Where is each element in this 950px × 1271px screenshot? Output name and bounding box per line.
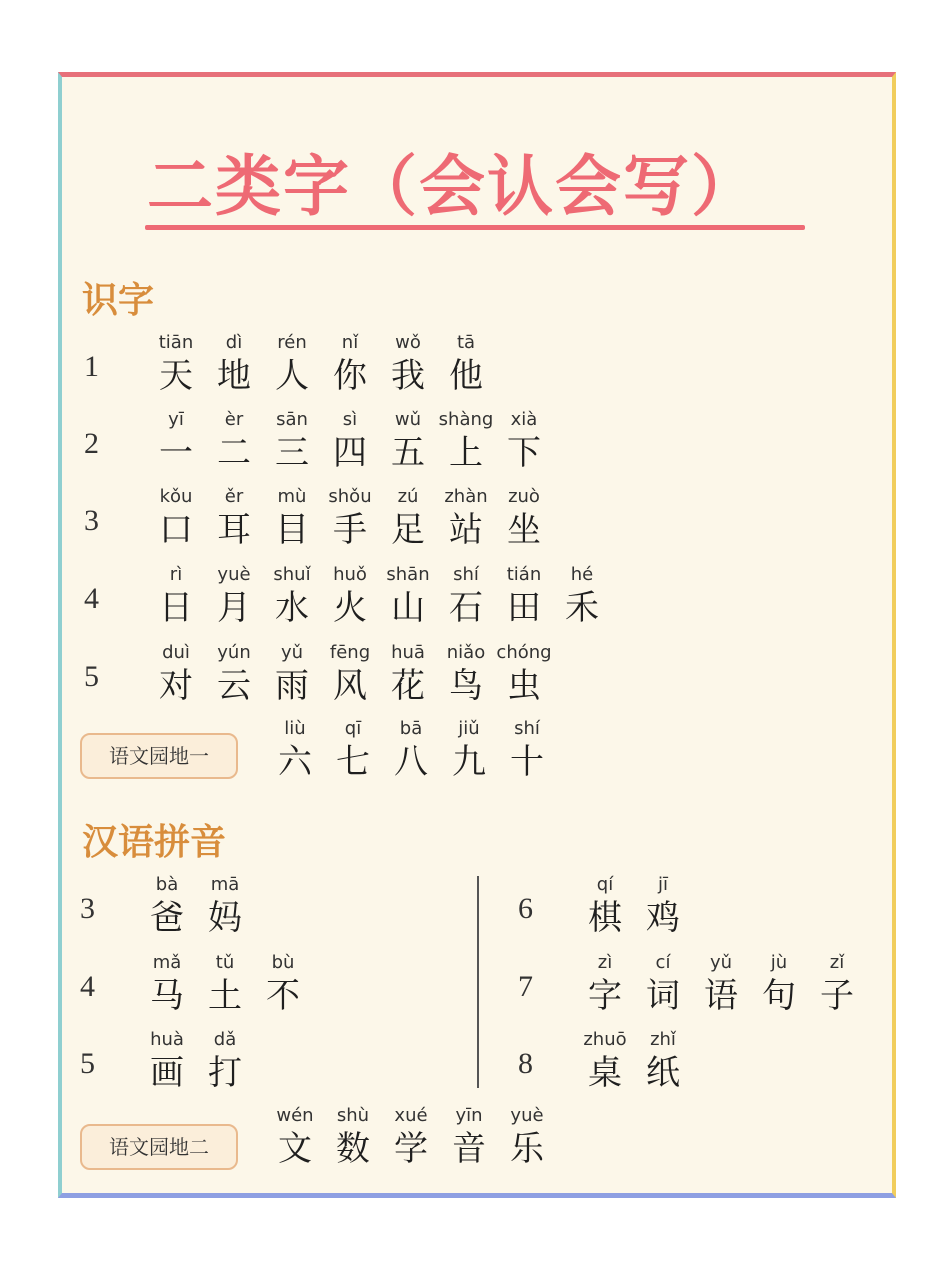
hanzi-character: 桌	[588, 1053, 622, 1093]
char-cell	[263, 484, 321, 550]
hanzi-character: 坐	[507, 510, 541, 550]
hanzi-character: 雨	[275, 666, 309, 706]
pinyin-label: zì	[597, 952, 613, 973]
pinyin-label: cí	[655, 952, 671, 973]
char-cell	[266, 716, 324, 782]
hanzi-character: 我	[391, 356, 425, 396]
pinyin-label: yǔ	[280, 642, 304, 663]
pinyin-label: wǒ	[395, 332, 421, 353]
hanzi-character: 妈	[208, 898, 242, 938]
char-cell	[440, 1103, 498, 1169]
pinyin-label: bù	[271, 952, 295, 973]
char-cell	[147, 484, 205, 550]
pinyin-label: liù	[284, 718, 306, 739]
pinyin-label: hé	[570, 564, 594, 585]
hanzi-character: 二	[217, 433, 251, 473]
pinyin-label: mǎ	[152, 952, 182, 973]
lesson-number: 4	[84, 582, 99, 615]
hanzi-character: 马	[150, 976, 184, 1016]
char-cell	[498, 1103, 556, 1169]
pinyin-label: zǐ	[829, 952, 845, 973]
char-cell	[379, 484, 437, 550]
char-cell	[263, 640, 321, 706]
pinyin-label: jiǔ	[458, 718, 480, 739]
pinyin-label: duì	[162, 642, 190, 663]
char-cell	[576, 872, 634, 938]
garden-badge: 语文园地二	[80, 1124, 238, 1170]
char-cell	[495, 407, 553, 473]
char-cell	[266, 1103, 324, 1169]
char-cell	[138, 872, 196, 938]
lesson-number: 5	[80, 1047, 95, 1080]
char-cell	[321, 330, 379, 396]
lesson-row	[84, 562, 621, 632]
column-divider	[477, 876, 479, 1088]
lesson-number: 2	[84, 427, 99, 460]
pinyin-label: dǎ	[213, 1029, 237, 1050]
pinyin-label: yī	[168, 409, 184, 430]
lesson-row	[84, 407, 563, 477]
hanzi-character: 风	[333, 666, 367, 706]
pinyin-label: yuè	[217, 564, 251, 585]
pinyin-label: zuò	[508, 486, 540, 507]
pinyin-label: mā	[210, 874, 240, 895]
hanzi-character: 鸟	[449, 666, 483, 706]
garden-badge: 语文园地一	[80, 733, 238, 779]
pinyin-label: tǔ	[215, 952, 235, 973]
pinyin-label: sì	[342, 409, 358, 430]
pinyin-label: huǒ	[333, 564, 367, 585]
hanzi-character: 十	[510, 742, 544, 782]
hanzi-character: 虫	[507, 666, 541, 706]
pinyin-label: ěr	[224, 486, 244, 507]
hanzi-character: 一	[159, 433, 193, 473]
pinyin-label: huà	[150, 1029, 184, 1050]
pinyin-label: niǎo	[446, 642, 486, 663]
char-cell	[205, 562, 263, 628]
hanzi-character: 他	[449, 356, 483, 396]
hanzi-character: 耳	[217, 510, 251, 550]
char-cell	[196, 872, 254, 938]
char-cell	[321, 562, 379, 628]
pinyin-label: yún	[217, 642, 251, 663]
pinyin-label: rì	[169, 564, 183, 585]
char-cell	[205, 407, 263, 473]
char-cell	[138, 950, 196, 1016]
char-cell	[324, 1103, 382, 1169]
hanzi-character: 日	[159, 588, 193, 628]
lesson-number: 1	[84, 350, 99, 383]
pinyin-label: shuǐ	[273, 564, 311, 585]
hanzi-character: 石	[449, 588, 483, 628]
pinyin-label: yuè	[510, 1105, 544, 1126]
hanzi-character: 画	[150, 1053, 184, 1093]
char-cell	[495, 484, 553, 550]
pinyin-label: shǒu	[328, 486, 372, 507]
char-cell	[321, 640, 379, 706]
hanzi-character: 月	[217, 588, 251, 628]
char-cell	[437, 330, 495, 396]
char-cell	[263, 330, 321, 396]
hanzi-character: 九	[452, 742, 486, 782]
pinyin-label: jī	[657, 874, 668, 895]
lesson-row	[84, 640, 563, 710]
pinyin-label: kǒu	[159, 486, 193, 507]
char-cell	[692, 950, 750, 1016]
hanzi-character: 五	[391, 433, 425, 473]
pinyin-label: nǐ	[341, 332, 359, 353]
hanzi-character: 口	[159, 510, 193, 550]
hanzi-character: 站	[449, 510, 483, 550]
lesson-number: 5	[84, 660, 99, 693]
char-cell	[196, 1027, 254, 1093]
char-cell	[437, 562, 495, 628]
lesson-number: 8	[518, 1047, 533, 1080]
lesson-number: 3	[80, 892, 95, 925]
hanzi-character: 打	[208, 1053, 242, 1093]
hanzi-character: 地	[217, 356, 251, 396]
pinyin-label: rén	[277, 332, 307, 353]
char-cell	[321, 484, 379, 550]
char-cell	[634, 872, 692, 938]
lesson-row	[84, 716, 566, 786]
pinyin-label: xué	[394, 1105, 428, 1126]
pinyin-label: bà	[155, 874, 179, 895]
pinyin-label: wén	[276, 1105, 314, 1126]
pinyin-label: tā	[456, 332, 476, 353]
lesson-number: 7	[518, 970, 533, 1003]
lesson-row	[518, 950, 876, 1020]
hanzi-character: 足	[391, 510, 425, 550]
hanzi-character: 天	[159, 356, 193, 396]
char-cell	[147, 640, 205, 706]
hanzi-character: 词	[646, 976, 680, 1016]
char-cell	[205, 484, 263, 550]
pinyin-label: shí	[514, 718, 540, 739]
title-underline	[145, 225, 805, 230]
hanzi-character: 上	[449, 433, 483, 473]
hanzi-character: 花	[391, 666, 425, 706]
lesson-row	[84, 1103, 566, 1173]
char-cell	[205, 330, 263, 396]
char-cell	[440, 716, 498, 782]
char-cell	[382, 1103, 440, 1169]
pinyin-label: bā	[399, 718, 423, 739]
char-cell	[196, 950, 254, 1016]
hanzi-character: 下	[507, 433, 541, 473]
hanzi-character: 人	[275, 356, 309, 396]
hanzi-character: 句	[762, 976, 796, 1016]
hanzi-character: 手	[333, 510, 367, 550]
pinyin-label: qī	[344, 718, 362, 739]
pinyin-label: zhǐ	[650, 1029, 676, 1050]
pinyin-label: mù	[277, 486, 307, 507]
hanzi-character: 云	[217, 666, 251, 706]
hanzi-character: 禾	[565, 588, 599, 628]
lesson-row	[80, 950, 322, 1020]
lesson-number: 6	[518, 892, 533, 925]
hanzi-character: 土	[208, 976, 242, 1016]
hanzi-character: 田	[507, 588, 541, 628]
hanzi-character: 文	[278, 1129, 312, 1169]
char-cell	[808, 950, 866, 1016]
pinyin-label: shān	[386, 564, 430, 585]
char-cell	[263, 562, 321, 628]
pinyin-label: dì	[225, 332, 243, 353]
pinyin-label: zú	[397, 486, 419, 507]
hanzi-character: 棋	[588, 898, 622, 938]
hanzi-character: 火	[333, 588, 367, 628]
hanzi-character: 字	[588, 976, 622, 1016]
hanzi-character: 语	[704, 976, 738, 1016]
hanzi-character: 鸡	[646, 898, 680, 938]
page-title: 二类字（会认会写）	[147, 148, 759, 225]
char-cell	[576, 950, 634, 1016]
char-cell	[147, 562, 205, 628]
hanzi-character: 四	[333, 433, 367, 473]
hanzi-character: 不	[266, 976, 300, 1016]
pinyin-label: sān	[276, 409, 308, 430]
pinyin-label: shí	[453, 564, 479, 585]
char-cell	[321, 407, 379, 473]
pinyin-label: yǔ	[709, 952, 733, 973]
char-cell	[263, 407, 321, 473]
char-cell	[634, 1027, 692, 1093]
lesson-row	[518, 1027, 702, 1097]
lesson-row	[84, 330, 505, 400]
char-cell	[379, 640, 437, 706]
hanzi-character: 纸	[646, 1053, 680, 1093]
char-cell	[379, 330, 437, 396]
char-cell	[254, 950, 312, 1016]
lesson-row	[518, 872, 702, 942]
char-cell	[379, 407, 437, 473]
char-cell	[750, 950, 808, 1016]
hanzi-character: 你	[333, 356, 367, 396]
lesson-row	[80, 1027, 264, 1097]
section-heading-pinyin: 汉语拼音	[82, 822, 227, 863]
hanzi-character: 数	[336, 1129, 370, 1169]
char-cell	[147, 330, 205, 396]
pinyin-label: zhuō	[583, 1029, 627, 1050]
char-cell	[495, 640, 553, 706]
hanzi-character: 六	[278, 742, 312, 782]
hanzi-character: 子	[820, 976, 854, 1016]
hanzi-character: 水	[275, 588, 309, 628]
hanzi-character: 目	[275, 510, 309, 550]
pinyin-label: jù	[770, 952, 788, 973]
char-cell	[437, 407, 495, 473]
lesson-row	[84, 484, 563, 554]
section-heading-shizi: 识字	[82, 280, 155, 321]
hanzi-character: 音	[452, 1129, 486, 1169]
pinyin-label: shù	[336, 1105, 370, 1126]
pinyin-label: fēng	[329, 642, 371, 663]
char-cell	[634, 950, 692, 1016]
char-cell	[147, 407, 205, 473]
char-cell	[437, 484, 495, 550]
char-cell	[138, 1027, 196, 1093]
char-cell	[379, 562, 437, 628]
pinyin-label: wǔ	[394, 409, 422, 430]
pinyin-label: chóng	[496, 642, 552, 663]
pinyin-label: qí	[596, 874, 614, 895]
pinyin-label: shàng	[438, 409, 494, 430]
pinyin-label: zhàn	[444, 486, 488, 507]
pinyin-label: tián	[506, 564, 542, 585]
hanzi-character: 爸	[150, 898, 184, 938]
hanzi-character: 乐	[510, 1129, 544, 1169]
lesson-number: 3	[84, 504, 99, 537]
char-cell	[324, 716, 382, 782]
lesson-row	[80, 872, 264, 942]
hanzi-character: 三	[275, 433, 309, 473]
char-cell	[495, 562, 553, 628]
pinyin-label: xià	[510, 409, 538, 430]
char-cell	[576, 1027, 634, 1093]
hanzi-character: 七	[336, 742, 370, 782]
hanzi-character: 山	[391, 588, 425, 628]
pinyin-label: tiān	[158, 332, 194, 353]
hanzi-character: 对	[159, 666, 193, 706]
hanzi-character: 学	[394, 1129, 428, 1169]
pinyin-label: huā	[391, 642, 425, 663]
char-cell	[553, 562, 611, 628]
char-cell	[382, 716, 440, 782]
char-cell	[437, 640, 495, 706]
char-cell	[498, 716, 556, 782]
pinyin-label: yīn	[455, 1105, 483, 1126]
hanzi-character: 八	[394, 742, 428, 782]
char-cell	[205, 640, 263, 706]
pinyin-label: èr	[224, 409, 244, 430]
lesson-number: 4	[80, 970, 95, 1003]
